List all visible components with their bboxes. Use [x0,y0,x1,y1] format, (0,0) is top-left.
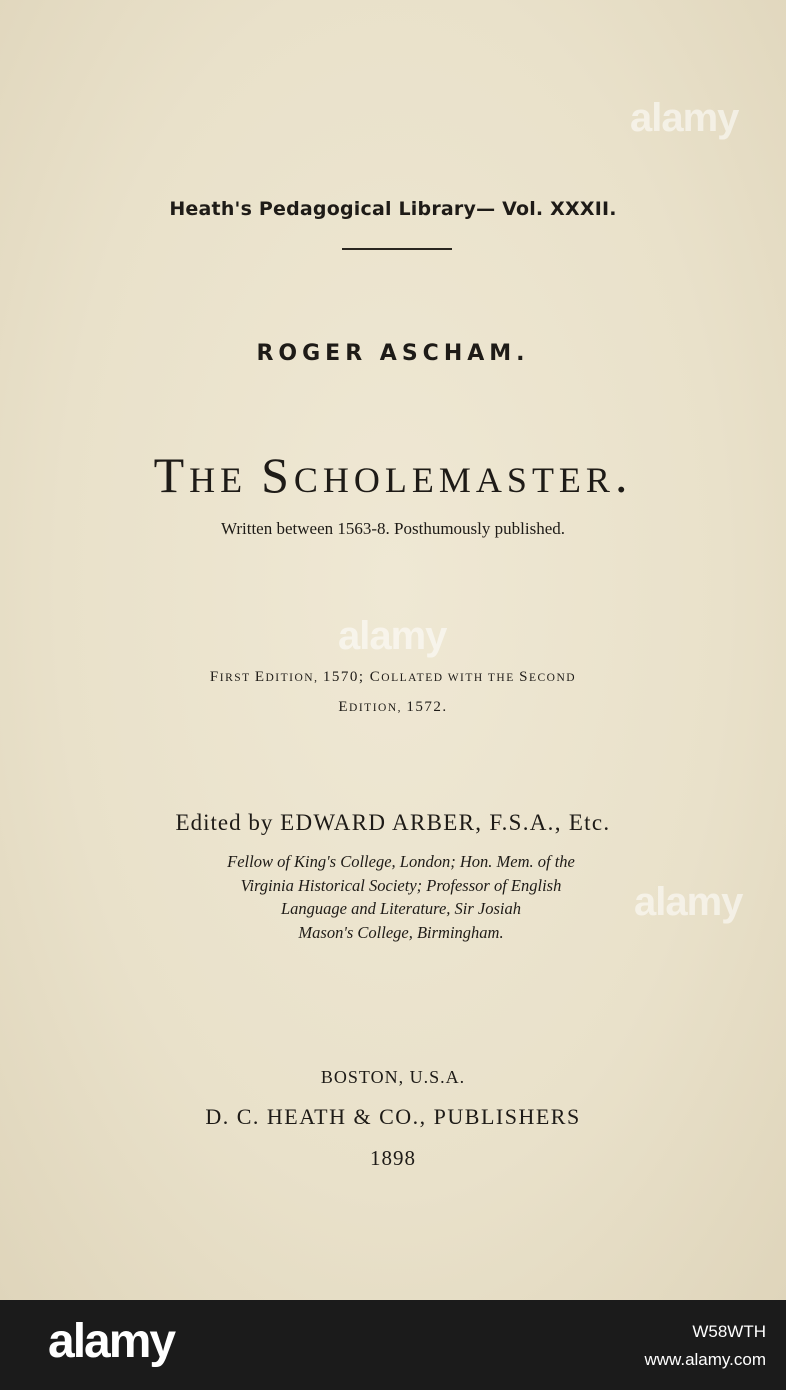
small-caps-part: DITION, [265,672,323,684]
small-caps-part: E [338,699,350,715]
alamy-logo: alamy [48,1315,175,1368]
credentials-line: Virginia Historical Society; Professor of English [240,875,562,895]
site-url: www.alamy.com [644,1350,766,1369]
small-caps-part: E [254,669,266,685]
edition-line-1 [0,663,786,693]
small-caps-part: CHOLEMASTER [293,460,615,500]
small-caps-part: DITION, [349,702,407,714]
book-title [0,446,786,504]
editor-line [0,810,786,836]
editor-name: EDWARD ARBER, F.S.A., Etc. [280,810,611,835]
edition-note [0,663,786,723]
series-title: Heath's Pedagogical Library— Vol. XXXII. [169,198,617,220]
small-caps-part: OLLATED WITH THE [381,672,520,684]
edited-by-label: Edited by [175,810,281,835]
author-name: ROGER ASCHAM. [256,341,530,366]
image-code: W58WTH [692,1322,766,1341]
small-caps-part: 1572. [406,699,448,715]
small-caps-part: S [261,447,294,503]
imprint-publisher: D. C. HEATH & CO., PUBLISHERS [205,1104,581,1129]
imprint-place: BOSTON, U.S.A. [320,1067,466,1087]
small-caps-part: 1570; [322,669,370,685]
stock-footer-bar [0,1300,786,1390]
watermark: alamy [634,880,743,924]
small-caps-part: ECOND [528,672,577,684]
small-caps-part: F [209,669,220,685]
edition-line-2 [0,693,786,723]
imprint-year: 1898 [370,1146,416,1170]
credentials-line: Language and Literature, Sir Josiah [280,899,521,918]
credentials-line: Fellow of King's College, London; Hon. Mem. of the [227,852,575,871]
credentials-line: Mason's College, Birmingham. [298,922,504,942]
small-caps-part: IRST [219,672,255,684]
watermark: alamy [630,96,739,140]
watermark: alamy [338,614,447,658]
divider-rule [342,248,452,250]
small-caps-part: HE [189,460,262,500]
small-caps-part: . [614,447,633,503]
small-caps-part: C [369,669,382,685]
small-caps-part: T [153,447,190,503]
small-caps-part: S [519,669,529,685]
composition-note: Written between 1563-8. Posthumously published. [220,519,565,538]
